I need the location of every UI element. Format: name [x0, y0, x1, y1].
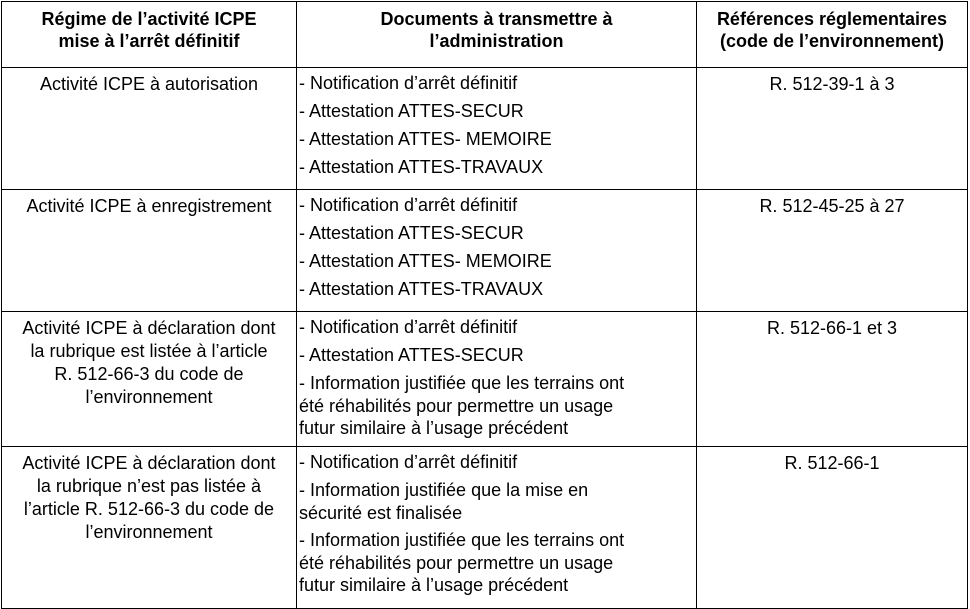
document-item [299, 529, 694, 597]
reference-cell: R. 512-66-1 [697, 447, 968, 609]
icpe-shutdown-table [1, 1, 968, 609]
document-line: - Notification d’arrêt définitif [299, 73, 518, 93]
header-regime-line: Régime de l’activité ICPE [41, 9, 257, 29]
document-item [299, 372, 694, 440]
document-item [299, 72, 694, 95]
regime-line: la rubrique est listée à l’article [30, 341, 268, 361]
document-line: futur similaire à l’usage précédent [299, 575, 569, 595]
documents-cell [297, 68, 697, 190]
document-line: - Attestation ATTES-TRAVAUX [299, 157, 544, 177]
regime-cell [2, 312, 297, 447]
document-item [299, 156, 694, 179]
documents-cell [297, 447, 697, 609]
header-documents-line: l’administration [429, 31, 564, 51]
document-line: - Attestation ATTES- MEMOIRE [299, 251, 552, 271]
regime-line: R. 512-66-3 du code de [54, 364, 244, 384]
document-line: - Attestation ATTES- MEMOIRE [299, 129, 552, 149]
document-line: - Notification d’arrêt définitif [299, 452, 518, 472]
document-item [299, 250, 694, 273]
document-item [299, 128, 694, 151]
header-references [697, 2, 968, 68]
documents-cell [297, 312, 697, 447]
document-item [299, 479, 694, 524]
regime-line: Activité ICPE à enregistrement [26, 196, 272, 216]
regime-cell [2, 447, 297, 609]
regime-cell [2, 68, 297, 190]
header-references-line: Références réglementaires [716, 9, 948, 29]
reference-cell: R. 512-66-1 et 3 [697, 312, 968, 447]
regime-line: la rubrique n’est pas listée à [36, 476, 262, 496]
header-regime-line: mise à l’arrêt définitif [58, 31, 240, 51]
regime-line: Activité ICPE à déclaration dont [22, 453, 276, 473]
regime-line: l’environnement [85, 522, 213, 542]
header-documents [297, 2, 697, 68]
regime-line: l’environnement [85, 387, 213, 407]
document-item [299, 222, 694, 245]
document-line: sécurité est finalisée [299, 502, 463, 523]
document-line: - Attestation ATTES-TRAVAUX [299, 279, 544, 299]
document-item [299, 194, 694, 217]
reference-cell: R. 512-45-25 à 27 [697, 190, 968, 312]
document-line: - Information justifiée que les terrains ont [299, 373, 625, 393]
reference-cell: R. 512-39-1 à 3 [697, 68, 968, 190]
regime-cell [2, 190, 297, 312]
document-item [299, 100, 694, 123]
document-item [299, 278, 694, 301]
document-item [299, 344, 694, 367]
document-line: été réhabilités pour permettre un usage [299, 552, 614, 573]
document-line: - Notification d’arrêt définitif [299, 317, 518, 337]
table-header-row [2, 2, 968, 68]
table-row [2, 312, 968, 447]
document-item [299, 451, 694, 474]
document-line: - Attestation ATTES-SECUR [299, 345, 524, 365]
table-row [2, 68, 968, 190]
header-references-line: (code de l’environnement) [719, 31, 945, 51]
document-line: - Attestation ATTES-SECUR [299, 101, 524, 121]
document-line: - Information justifiée que la mise en [299, 480, 589, 500]
regime-line: Activité ICPE à déclaration dont [22, 318, 276, 338]
document-item [299, 316, 694, 339]
table-row [2, 190, 968, 312]
document-line: - Information justifiée que les terrains ont [299, 530, 625, 550]
document-line: - Notification d’arrêt définitif [299, 195, 518, 215]
header-regime [2, 2, 297, 68]
header-documents-line: Documents à transmettre à [380, 9, 613, 29]
table-row [2, 447, 968, 609]
document-line: futur similaire à l’usage précédent [299, 418, 569, 438]
document-line: été réhabilités pour permettre un usage [299, 395, 614, 416]
documents-cell [297, 190, 697, 312]
document-line: - Attestation ATTES-SECUR [299, 223, 524, 243]
regime-line: l’article R. 512-66-3 du code de [23, 499, 275, 519]
regime-line: Activité ICPE à autorisation [39, 74, 259, 94]
